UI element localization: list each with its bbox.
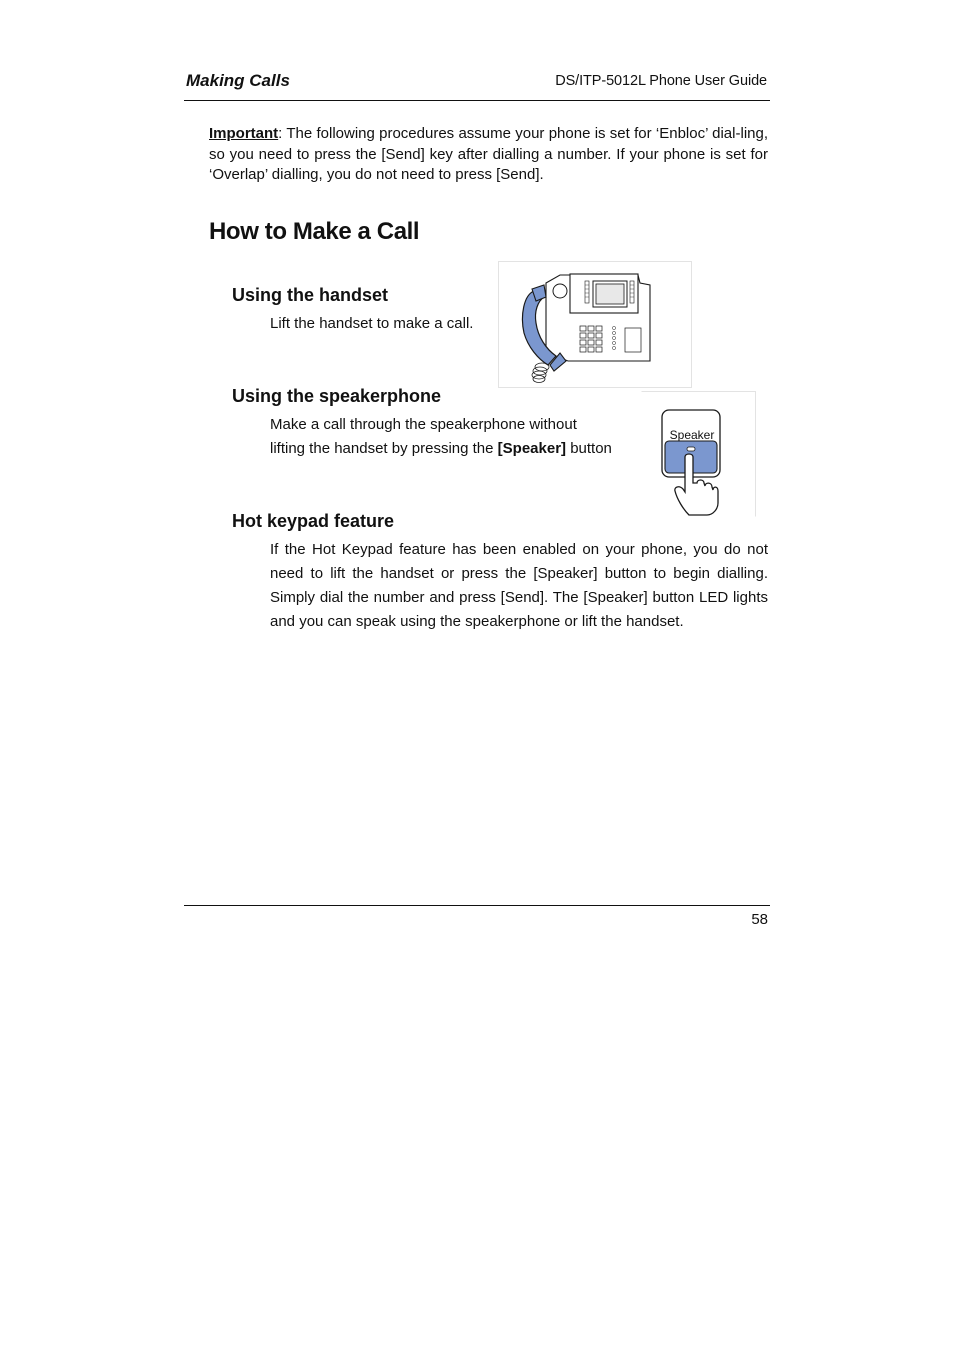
page-title: How to Make a Call (209, 218, 420, 245)
speakerphone-text-suffix: button (566, 440, 612, 457)
speaker-button-press-icon (641, 391, 756, 517)
important-text: : The following procedures assume your phone is set for ‘Enbloc’ dial-ling, so you need to press the [Send] key after dialling a number. If your phone is set for ‘Overlap’ dialling, you do not need to press [Send]. (209, 125, 768, 184)
running-header-section: Making Calls (186, 71, 290, 90)
important-label: Important (209, 125, 279, 142)
speaker-key-reference: [Speaker] (497, 440, 567, 457)
speakerphone-text-line2 (270, 437, 612, 461)
important-notice (209, 124, 768, 186)
hot-keypad-text: If the Hot Keypad feature has been enabled on your phone, you do not need to lift the handset or press the [Speaker] button to begin dialling. Simply dial the number and press [Send]. The [Speaker] button LED lights and you can speak using the speakerphone or lift the handset. (270, 541, 768, 630)
speaker-button-label: Speaker (669, 428, 715, 442)
speakerphone-text-prefix: lifting the handset by pressing the (270, 440, 498, 457)
speakerphone-text-line1: Make a call through the speakerphone without (270, 416, 577, 433)
footer-divider (184, 905, 770, 906)
heading-using-speakerphone: Using the speakerphone (232, 386, 442, 406)
phone-illustration-icon (498, 261, 692, 388)
heading-hot-keypad: Hot keypad feature (232, 511, 395, 531)
heading-using-handset: Using the handset (232, 285, 389, 305)
page-number: 58 (751, 911, 768, 928)
speaker-button-illustration (641, 391, 756, 517)
header-divider (184, 100, 770, 101)
handset-text: Lift the handset to make a call. (270, 315, 474, 332)
running-header-guide-title: DS/ITP-5012L Phone User Guide (555, 73, 767, 89)
